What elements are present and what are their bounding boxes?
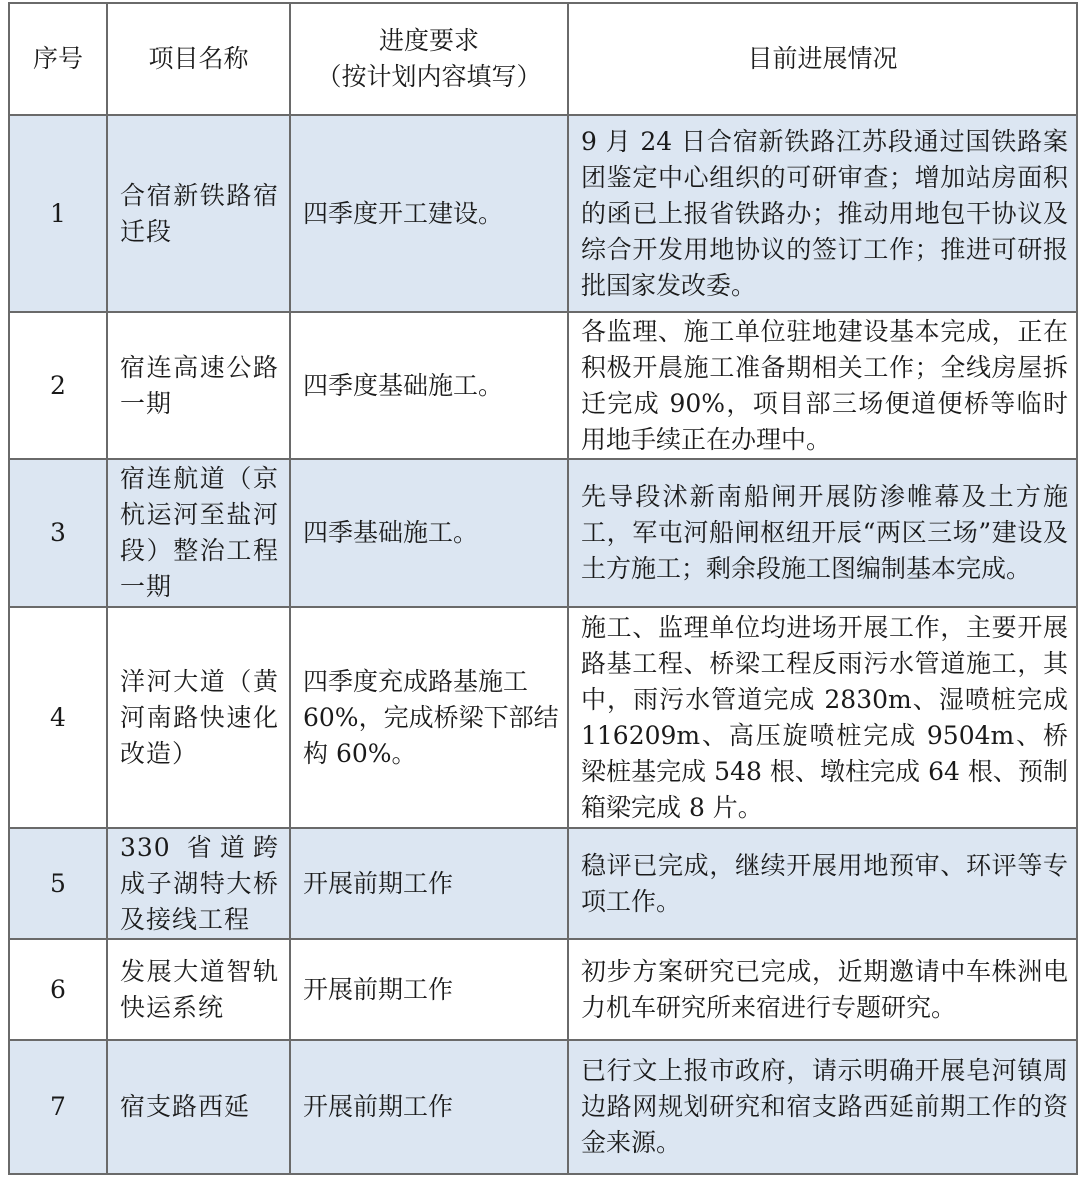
row-no: 3 <box>9 459 107 607</box>
header-requirement <box>290 3 568 115</box>
row-progress: 各监理、施工单位驻地建设基本完成，正在积极开晨施工准备期相关工作；全线房屋拆迁完成 90%，项目部三场便道便桥等临时用地手续正在办理中。 <box>568 312 1077 459</box>
table-row <box>9 939 1077 1040</box>
table-row <box>9 459 1077 607</box>
row-progress: 初步方案研究已完成，近期邀请中车株洲电力机车研究所来宿进行专题研究。 <box>568 939 1077 1040</box>
row-requirement: 开展前期工作 <box>290 828 568 939</box>
table-row <box>9 607 1077 828</box>
row-requirement: 四季基础施工。 <box>290 459 568 607</box>
project-progress-table <box>8 2 1078 1175</box>
row-requirement: 四季度充成路基施工 60%，完成桥梁下部结构 60%。 <box>290 607 568 828</box>
row-name: 合宿新铁路宿迁段 <box>107 115 290 312</box>
table-row <box>9 312 1077 459</box>
header-name: 项目名称 <box>107 3 290 115</box>
row-no: 5 <box>9 828 107 939</box>
row-progress: 先导段沭新南船闸开展防渗帷幕及土方施工，军屯河船闸枢纽开辰“两区三场”建设及土方施工；剩余段施工图编制基本完成。 <box>568 459 1077 607</box>
header-progress: 目前进展情况 <box>568 3 1077 115</box>
header-no: 序号 <box>9 3 107 115</box>
row-name: 宿支路西延 <box>107 1040 290 1174</box>
progress-table-container <box>8 2 1076 1175</box>
table-row <box>9 115 1077 312</box>
row-requirement: 开展前期工作 <box>290 939 568 1040</box>
row-requirement: 开展前期工作 <box>290 1040 568 1174</box>
row-requirement: 四季度基础施工。 <box>290 312 568 459</box>
table-row <box>9 828 1077 939</box>
row-no: 7 <box>9 1040 107 1174</box>
row-name: 洋河大道（黄河南路快速化改造） <box>107 607 290 828</box>
header-requirement-line2: （按计划内容填写） <box>316 62 542 91</box>
header-requirement-line1: 进度要求 <box>378 26 479 55</box>
table-row <box>9 1040 1077 1174</box>
row-progress: 稳评已完成，继续开展用地预审、环评等专项工作。 <box>568 828 1077 939</box>
row-no: 1 <box>9 115 107 312</box>
row-progress: 9 月 24 日合宿新铁路江苏段通过国铁路案团鉴定中心组织的可研审查；增加站房面积的函已上报省铁路办；推动用地包干协议及综合开发用地协议的签订工作；推进可研报批国家发改委。 <box>568 115 1077 312</box>
row-no: 4 <box>9 607 107 828</box>
row-name: 330 省道跨成子湖特大桥及接线工程 <box>107 828 290 939</box>
row-requirement: 四季度开工建设。 <box>290 115 568 312</box>
row-name: 宿连高速公路一期 <box>107 312 290 459</box>
table-header-row <box>9 3 1077 115</box>
row-progress: 已行文上报市政府，请示明确开展皂河镇周边路网规划研究和宿支路西延前期工作的资金来源。 <box>568 1040 1077 1174</box>
row-progress: 施工、监理单位均进场开展工作，主要开展路基工程、桥梁工程反雨污水管道施工，其中，雨污水管道完成 2830m、湿喷桩完成 116209m、高压旋喷桩完成 9504m、桥梁桩基完成 548 根、墩柱完成 64 根、预制箱梁完成 8 片。 <box>568 607 1077 828</box>
row-name: 宿连航道（京杭运河至盐河段）整治工程一期 <box>107 459 290 607</box>
row-name: 发展大道智轨快运系统 <box>107 939 290 1040</box>
row-no: 6 <box>9 939 107 1040</box>
row-no: 2 <box>9 312 107 459</box>
